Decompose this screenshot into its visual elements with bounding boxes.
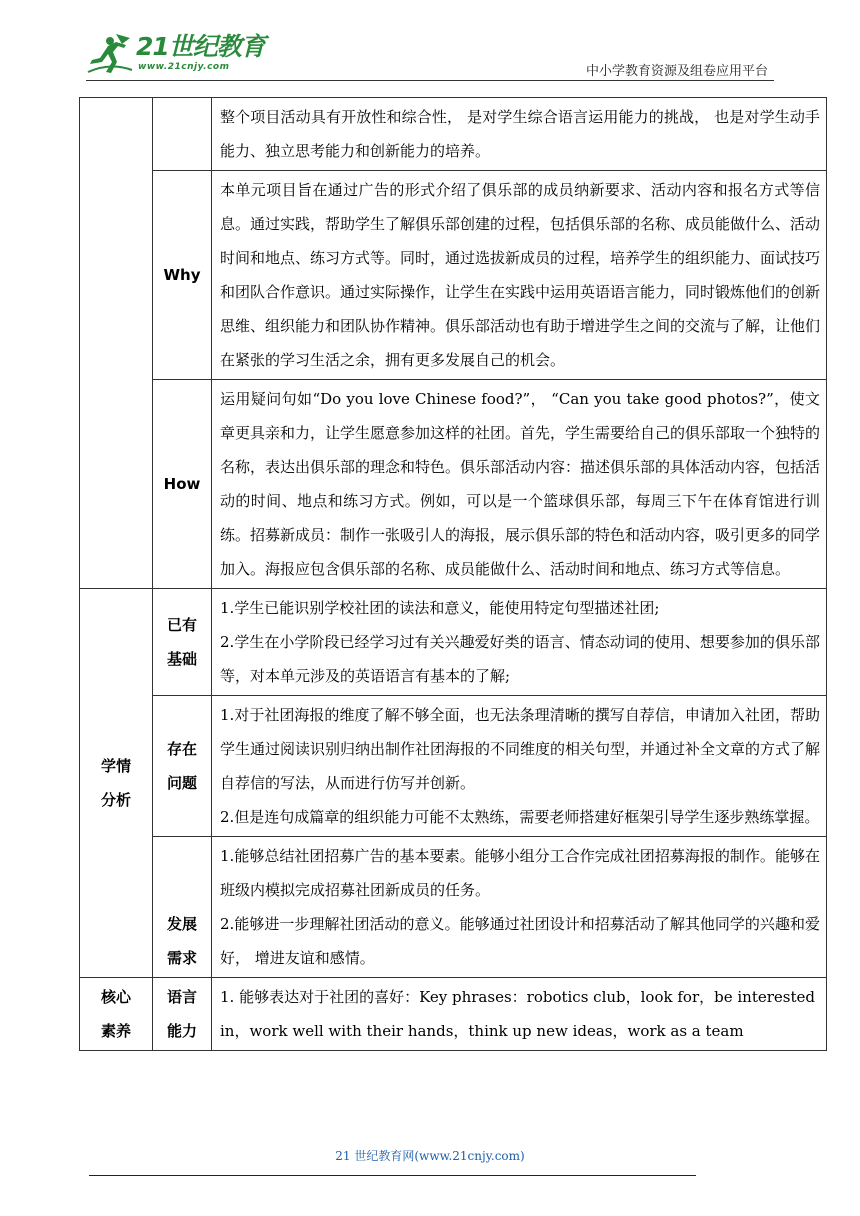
problems-label-line1: 存在 [166,740,197,758]
page-header [0,0,860,80]
needs-label-line1: 发展 [166,915,197,933]
table-row-core [80,978,827,1051]
how-text: 运用疑问句如“Do you love Chinese food?”， “Can you take good photos?”，使文章更具亲和力，让学生愿意参加这样的社团。首先，学生需要给自己的俱乐部取一个独特的名称，表达出俱乐部的理念和特色。俱乐部活动内容：描述俱乐部的具体活动内容，包括活动的时间、地点和练习方式。例如，可以是一个篮球俱乐部，每周三下午在体育馆进行训练。招募新成员：制作一张吸引人的海报，展示俱乐部的特色和活动内容，吸引更多的同学加入。海报应包含俱乐部的名称、成员能做什么、活动时间和地点、练习方式等信息。 [212,380,827,589]
needs-text [212,837,827,978]
lesson-plan-table [79,97,827,1051]
needs-label-line2: 需求 [166,949,197,967]
core-label-line2: 素养 [100,1022,131,1040]
lang-label [153,978,212,1051]
why-label: Why [153,171,212,380]
table-row-needs [80,837,827,978]
basis-text [212,589,827,696]
table-row-intro [80,98,827,171]
lang-label-line1: 语言 [166,988,197,1006]
basis-point-1: 1.学生已能识别学校社团的读法和意义，能使用特定句型描述社团; [220,599,660,617]
why-text: 本单元项目旨在通过广告的形式介绍了俱乐部的成员纳新要求、活动内容和报名方式等信息。通过实践，帮助学生了解俱乐部创建的过程，包括俱乐部的名称、成员能做什么、活动时间和地点、练习方式等。同时，通过选拔新成员的过程，培养学生的组织能力、面试技巧和团队合作意识。通过实际操作，让学生在实践中运用英语语言能力，同时锻炼他们的创新思维、组织能力和团队协作精神。俱乐部活动也有助于增进学生之间的交流与了解，让他们在紧张的学习生活之余，拥有更多发展自己的机会。 [212,171,827,380]
intro-text: 整个项目活动具有开放性和综合性， 是对学生综合语言运用能力的挑战， 也是对学生动手能力、独立思考能力和创新能力的培养。 [212,98,827,171]
runner-logo-icon [86,32,134,76]
lang-label-line2: 能力 [166,1022,197,1040]
problems-point-1: 1.对于社团海报的维度了解不够全面，也无法条理清晰的撰写自荐信，申请加入社团，帮助学生通过阅读识别归纳出制作社团海报的不同维度的相关句型，并通过补全文章的方式了解自荐信的写法，从而进行仿写并创新。 [220,706,821,792]
site-logo[interactable] [86,32,265,78]
basis-label-line2: 基础 [166,650,197,668]
logo-url: www.21cnjy.com [138,62,230,72]
problems-label [153,696,212,837]
basis-point-2: 2.学生在小学阶段已经学习过有关兴趣爱好类的语言、情态动词的使用、想要参加的俱乐部等，对本单元涉及的英语语言有基本的了解; [220,633,820,685]
problems-text [212,696,827,837]
needs-label [153,837,212,978]
table-row-why [80,171,827,380]
basis-label [153,589,212,696]
problems-point-2: 2.但是连句成篇章的组织能力可能不太熟练，需要老师搭建好框架引导学生逐步熟练掌握。 [220,808,820,826]
empty-label-cell [80,98,153,589]
platform-title: 中小学教育资源及组卷应用平台 [585,64,768,79]
header-divider [86,80,774,81]
problems-label-line2: 问题 [166,774,197,792]
basis-label-line1: 已有 [166,616,197,634]
footer-link[interactable]: 21 世纪教育网(www.21cnjy.com) [335,1149,525,1163]
needs-point-1: 1.能够总结社团招募广告的基本要素。能够小组分工合作完成社团招募海报的制作。能够在班级内模拟完成招募社团新成员的任务。 [220,847,820,899]
logo-text: 21世纪教育 [136,32,265,61]
xueqing-label [80,589,153,978]
lang-text: 1. 能够表达对于社团的喜好：Key phrases：robotics club，look for，be interested in，work well with their hands，think up new ideas，work as a team [212,978,827,1051]
table-row-problems [80,696,827,837]
how-label: How [153,380,212,589]
table-row-basis [80,589,827,696]
core-label-line1: 核心 [100,988,131,1006]
footer-divider [89,1175,696,1176]
xueqing-label-line2: 分析 [100,791,131,809]
core-label [80,978,153,1051]
empty-sublabel-cell [153,98,212,171]
needs-point-2: 2.能够进一步理解社团活动的意义。能够通过社团设计和招募活动了解其他同学的兴趣和爱好， 增进友谊和感情。 [220,915,820,967]
xueqing-label-line1: 学情 [100,757,131,775]
table-row-how [80,380,827,589]
